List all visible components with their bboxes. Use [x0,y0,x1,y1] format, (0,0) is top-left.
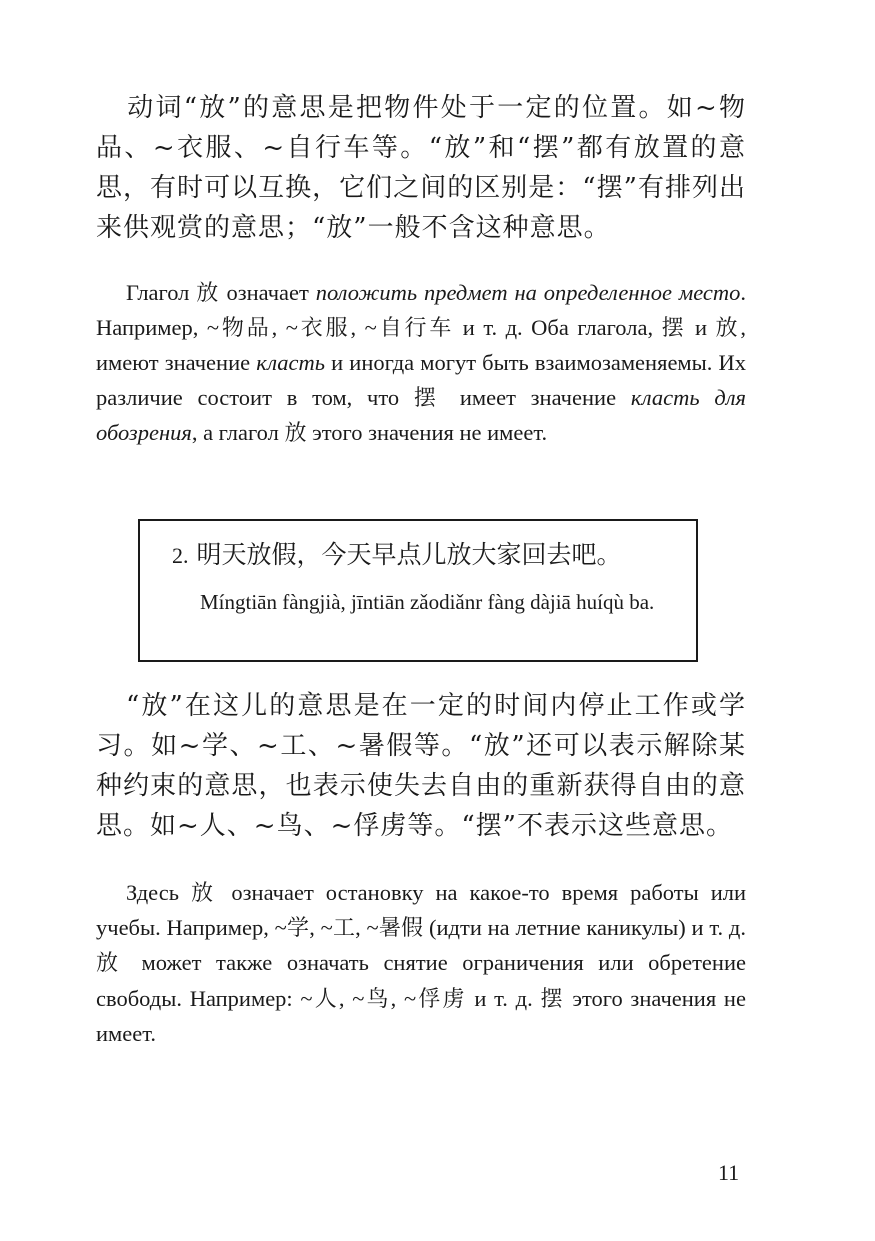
ru-text: означает [226,280,309,305]
ru-hanzi: 摆 [413,385,446,411]
ru-hanzi: 放 [284,420,307,446]
ru-text: этого значения не имеет. [96,985,746,1046]
example-number: 2. [172,543,189,568]
ru-text: имеет значение [459,384,617,410]
ru-italic: класть для обозрения [96,384,747,445]
chinese-paragraph-2 [96,686,746,846]
example-pinyin: Míngtiān fàngjià, jīntiān zǎodiǎnr fàng dàjiā huíqù ba. [200,590,655,614]
ru-hanzi: 放 [190,881,220,906]
ru-text: , ~ [309,915,333,941]
ru-text: , ~ [390,985,417,1011]
russian-paragraph-2 [96,876,746,1051]
ru-hanzi: 学 [286,916,310,942]
ru-hanzi: 工 [332,916,356,942]
ru-text: , а глагол [191,419,279,445]
ru-hanzi: 摆 [540,986,565,1012]
ru-text: (идти на летние каникулы) и т. д. [429,915,746,941]
page-number: 11 [718,1160,740,1185]
ru-hanzi: 鸟 [364,986,391,1012]
ru-hanzi: 放 [96,951,127,977]
example-box [138,519,698,662]
ru-hanzi: 俘虏 [416,986,467,1012]
ru-text: . Например, ~ [96,280,746,341]
chinese-text-1: 动词“放”的意思是把物件处于一定的位置。如~物品、~衣服、~自行车等。“放”和“摆”都有放置的意思，有时可以互换，它们之间的区别是：“摆”有排列出来供观赏的意思；“放”一般不含这种意思。 [96,93,746,243]
ru-hanzi: 暑假 [378,916,424,942]
ru-text: означает остановку на какое-то время работы или учебы. Например, ~ [96,880,747,941]
ru-text: , ~ [271,315,298,341]
ru-hanzi: 衣服 [297,316,351,342]
ru-text: и т. д. [474,985,533,1011]
ru-text: и [694,315,707,341]
chinese-text-2: “放”在这儿的意思是在一定的时间内停止工作或学习。如~学、~工、~暑假等。“放”还可以表示解除某种约束的意思，也表示使失去自由的重新获得自由的意思。如~人、~鸟、~俘虏等。“摆”不表示这些意思。 [96,691,746,841]
chinese-paragraph-1 [96,88,746,248]
ru-hanzi: 自行车 [376,316,455,342]
ru-text: , ~ [338,985,365,1011]
ru-text: Глагол [126,280,190,305]
ru-hanzi: 物品 [219,316,272,342]
ru-text: Здесь [126,880,179,905]
ru-hanzi: 摆 [661,316,687,342]
ru-text: , ~ [355,915,379,941]
ru-text: , имеют значение [96,315,746,376]
russian-paragraph-1 [96,276,746,451]
ru-text: может также означать снятие ограничения или обретение свободы. Например: ~ [96,950,746,1011]
ru-text: , ~ [350,315,377,341]
ru-text: этого значения не имеет. [312,419,548,445]
example-sentence [172,537,621,574]
ru-text: и т. д. Оба глагола, [462,315,654,341]
ru-hanzi: 放 [715,316,741,342]
ru-hanzi: 人 [312,986,339,1012]
ru-italic: положить предмет на определенное место [315,280,741,305]
ru-italic: класть [256,350,326,376]
ru-text: и иногда могут быть взаимозаменяемы. Их различие состоит в том, что [96,350,747,410]
ru-hanzi: 放 [196,281,220,306]
example-chinese: 明天放假，今天早点儿放大家回去吧。 [196,540,622,569]
